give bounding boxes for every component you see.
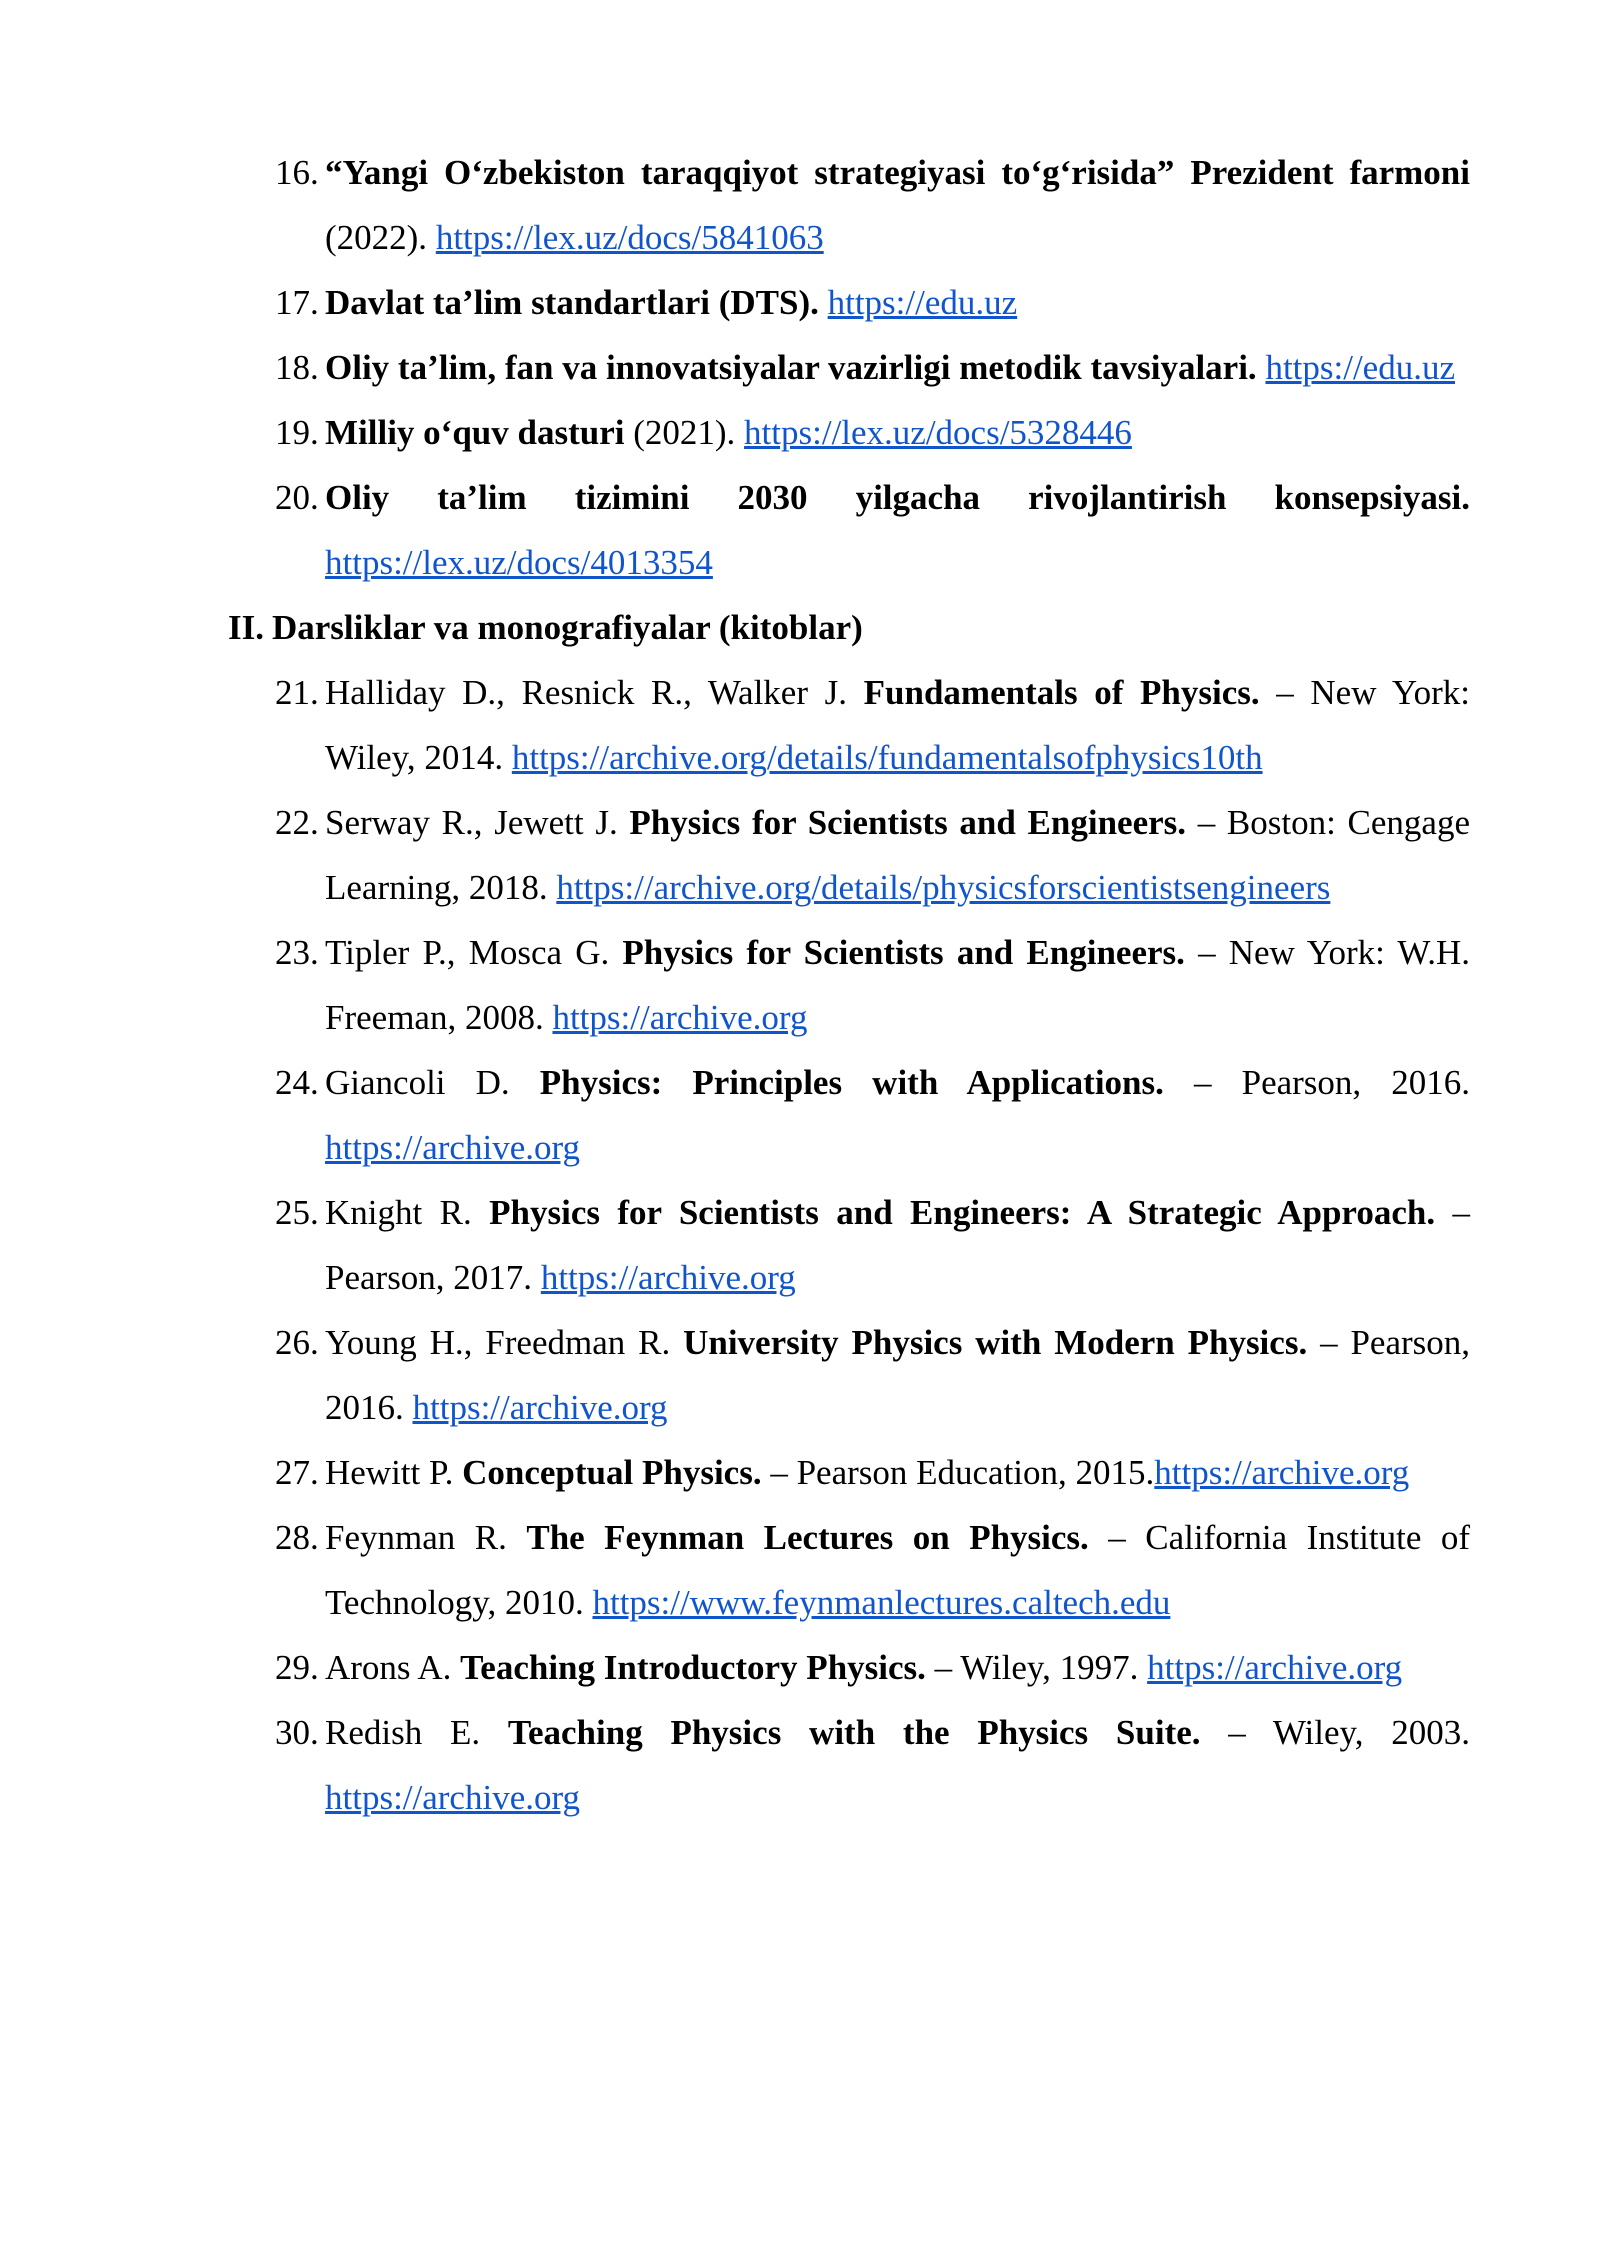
entry-authors: Hewitt P. bbox=[325, 1453, 463, 1492]
entry-title: Physics for Scientists and Engineers. bbox=[629, 803, 1187, 842]
entry-link[interactable]: https://archive.org/details/physicsforscientistsengineers bbox=[556, 868, 1331, 907]
entry-details: – Pearson, 2016. bbox=[1163, 1063, 1471, 1102]
entry-number: 22. bbox=[275, 803, 319, 842]
entry-title: “Yangi O‘zbekiston taraqqiyot strategiyasi to‘g‘risida” Prezident farmoni bbox=[325, 153, 1470, 192]
entry-title: The Feynman Lectures on Physics. bbox=[526, 1518, 1089, 1557]
entry-link[interactable]: https://archive.org/details/fundamentalsofphysics10th bbox=[511, 738, 1263, 777]
reference-entry-25 bbox=[275, 1180, 1470, 1310]
entry-details: – Pearson Education, 2015. bbox=[761, 1453, 1155, 1492]
entry-number: 23. bbox=[275, 933, 319, 972]
entry-title: Physics for Scientists and Engineers: A Strategic Approach. bbox=[489, 1193, 1436, 1232]
entry-link[interactable]: https://lex.uz/docs/5328446 bbox=[744, 413, 1132, 452]
entry-details: – New York: Wiley, 2014. bbox=[325, 673, 1470, 777]
entry-number: 29. bbox=[275, 1648, 319, 1687]
entry-link[interactable]: https://www.feynmanlectures.caltech.edu bbox=[592, 1583, 1171, 1622]
entry-number: 30. bbox=[275, 1713, 319, 1752]
entry-number: 24. bbox=[275, 1063, 319, 1102]
entry-link[interactable]: https://archive.org bbox=[540, 1258, 796, 1297]
entry-details: (2022). bbox=[325, 218, 436, 257]
entry-authors: Young H., Freedman R. bbox=[325, 1323, 684, 1362]
entry-link[interactable]: https://archive.org bbox=[325, 1778, 580, 1817]
entry-authors: Feynman R. bbox=[325, 1518, 527, 1557]
reference-entry-23 bbox=[275, 920, 1470, 1050]
entry-authors: Giancoli D. bbox=[325, 1063, 540, 1102]
entry-title: Physics for Scientists and Engineers. bbox=[622, 933, 1185, 972]
entry-link[interactable]: https://archive.org bbox=[552, 998, 808, 1037]
entry-title: Milliy o‘quv dasturi bbox=[325, 413, 625, 452]
entry-authors: Tipler P., Mosca G. bbox=[325, 933, 623, 972]
reference-entry-26 bbox=[275, 1310, 1471, 1440]
reference-entry-30 bbox=[275, 1700, 1470, 1830]
entry-number: 19. bbox=[275, 413, 319, 452]
entry-title: Fundamentals of Physics. bbox=[863, 673, 1260, 712]
reference-entry-27 bbox=[275, 1440, 1470, 1505]
reference-entry-17 bbox=[275, 270, 1470, 335]
entry-title: Physics: Principles with Applications. bbox=[539, 1063, 1164, 1102]
entry-details: (2021). bbox=[624, 413, 745, 452]
entry-link[interactable]: https://lex.uz/docs/5841063 bbox=[435, 218, 824, 257]
reference-entry-19 bbox=[275, 400, 1470, 465]
reference-entry-29 bbox=[275, 1635, 1470, 1700]
entry-link[interactable]: https://edu.uz bbox=[827, 283, 1018, 322]
entry-authors: Halliday D., Resnick R., Walker J. bbox=[325, 673, 864, 712]
reference-entry-20 bbox=[275, 465, 1470, 595]
entry-details: – New York: W.H. Freeman, 2008. bbox=[325, 933, 1470, 1037]
section-number: II. bbox=[228, 608, 264, 647]
entry-number: 27. bbox=[275, 1453, 319, 1492]
reference-entry-21 bbox=[275, 660, 1470, 790]
entry-details bbox=[819, 283, 828, 322]
entry-authors: Arons A. bbox=[325, 1648, 461, 1687]
entry-number: 18. bbox=[275, 348, 319, 387]
entry-title: Oliy ta’lim, fan va innovatsiyalar vazirligi metodik tavsiyalari. bbox=[325, 348, 1257, 387]
entry-details: – Boston: Cengage Learning, 2018. bbox=[325, 803, 1470, 907]
reference-entry-16 bbox=[275, 140, 1470, 270]
entry-title: Conceptual Physics. bbox=[462, 1453, 762, 1492]
entry-number: 25. bbox=[275, 1193, 319, 1232]
reference-entry-24 bbox=[275, 1050, 1471, 1180]
entry-details: – Pearson, 2017. bbox=[325, 1193, 1470, 1297]
entry-number: 21. bbox=[275, 673, 319, 712]
entry-title: Oliy ta’lim tizimini 2030 yilgacha rivojlantirish konsepsiyasi. bbox=[325, 478, 1470, 517]
entry-title: Teaching Introductory Physics. bbox=[460, 1648, 926, 1687]
entry-authors: Serway R., Jewett J. bbox=[325, 803, 630, 842]
entry-details: – Wiley, 2003. bbox=[1200, 1713, 1470, 1752]
entry-link[interactable]: https://archive.org bbox=[412, 1388, 668, 1427]
entry-details: – Pearson, 2016. bbox=[325, 1323, 1471, 1427]
entry-title: University Physics with Modern Physics. bbox=[683, 1323, 1308, 1362]
entry-details: – Wiley, 1997. bbox=[925, 1648, 1148, 1687]
entry-number: 17. bbox=[275, 283, 319, 322]
entry-details: – California Institute of Technology, 2010. bbox=[325, 1518, 1471, 1622]
section-heading bbox=[228, 595, 1600, 660]
reference-entry-22 bbox=[275, 790, 1470, 920]
entry-number: 16. bbox=[275, 153, 319, 192]
entry-number: 26. bbox=[275, 1323, 319, 1362]
entry-link[interactable]: https://archive.org bbox=[325, 1128, 580, 1167]
entry-link[interactable]: https://edu.uz bbox=[1265, 348, 1455, 387]
entry-link[interactable]: https://lex.uz/docs/4013354 bbox=[325, 543, 713, 582]
reference-entry-28 bbox=[275, 1505, 1471, 1635]
entry-authors: Redish E. bbox=[325, 1713, 508, 1752]
entry-number: 20. bbox=[275, 478, 319, 517]
entry-authors: Knight R. bbox=[325, 1193, 490, 1232]
entry-title: Davlat ta’lim standartlari (DTS). bbox=[325, 283, 819, 322]
reference-entry-18 bbox=[275, 335, 1470, 400]
entry-title: Teaching Physics with the Physics Suite. bbox=[507, 1713, 1201, 1752]
section-title: Darsliklar va monografiyalar (kitoblar) bbox=[272, 608, 863, 647]
entry-link[interactable]: https://archive.org bbox=[1154, 1453, 1410, 1492]
entry-link[interactable]: https://archive.org bbox=[1147, 1648, 1403, 1687]
entry-number: 28. bbox=[275, 1518, 319, 1557]
